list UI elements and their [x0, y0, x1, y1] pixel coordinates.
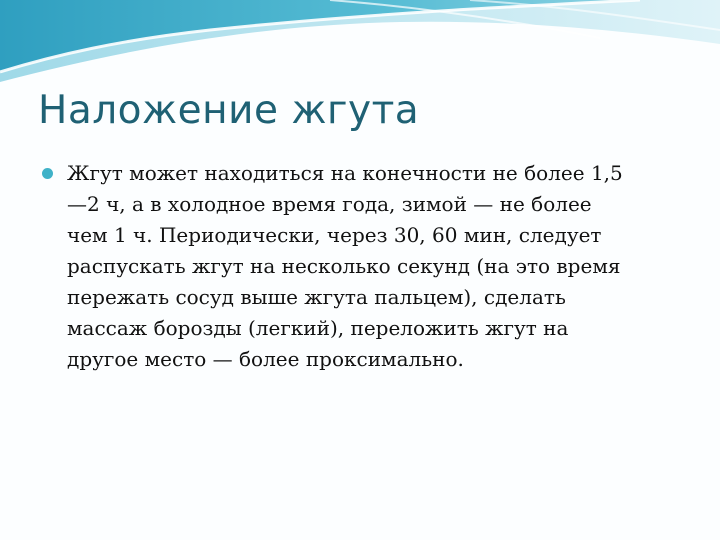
bullet-line: —2 ч, а в холодное время года, зимой — не более [67, 192, 592, 216]
bullet-line: другое место — более проксимально. [67, 347, 464, 371]
bullet-line: чем 1 ч. Периодически, через 30, 60 мин, следует [67, 223, 602, 247]
bullet-list [40, 158, 690, 375]
header-wave-decoration [0, 0, 720, 90]
bullet-item [40, 158, 690, 375]
bullet-dot-icon [42, 168, 53, 179]
slide-title: Наложение жгута [38, 88, 420, 133]
bullet-line: пережать сосуд выше жгута пальцем), сделать [67, 285, 566, 309]
bullet-line: массаж борозды (легкий), переложить жгут на [67, 316, 569, 340]
bullet-line: Жгут может находиться на конечности не более 1,5 [67, 161, 623, 185]
bullet-line: распускать жгут на несколько секунд (на это время [67, 254, 621, 278]
